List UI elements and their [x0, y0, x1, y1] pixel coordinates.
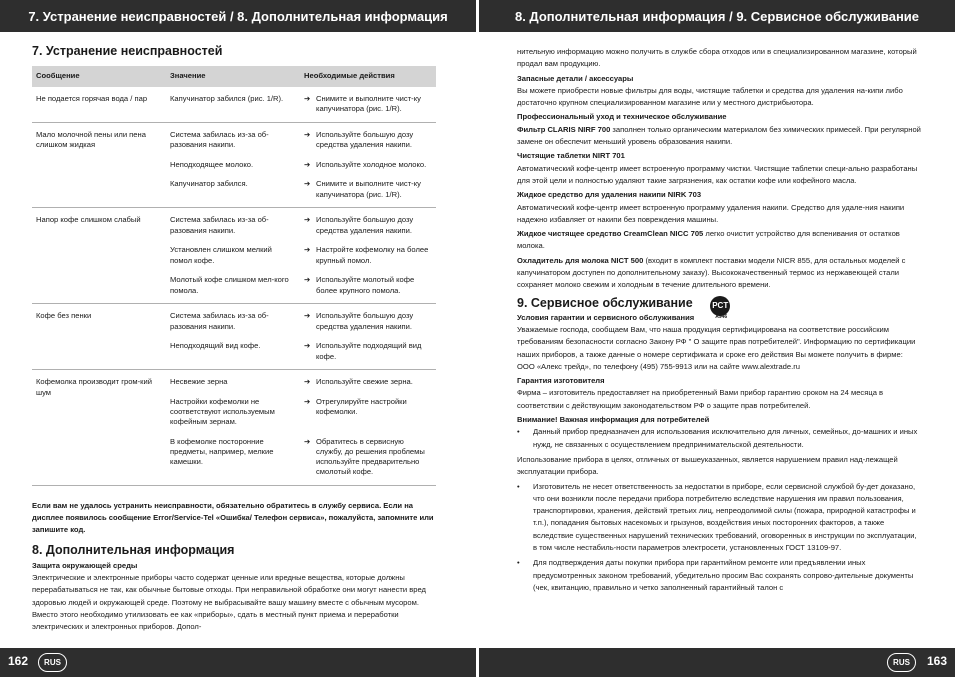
- action-text: Используйте подходящий вид кофе.: [316, 341, 422, 361]
- col-header-meaning: Значение: [166, 66, 300, 87]
- descaler-text: Автоматический кофе-центр имеет встроенную программу удаления накипи. Средство для удале-ния накипи надежно избавляет от накипи без повреждения машины.: [517, 202, 905, 224]
- action-cell: [300, 304, 436, 370]
- pct-mark-icon: PCT: [710, 296, 730, 316]
- action-item: [304, 397, 432, 428]
- certification-logo: [710, 296, 738, 318]
- message-cell: Кофе без пенки: [32, 304, 166, 370]
- cleaning-tablets-text: Автоматический кофе-центр имеет встроенную программу чистки. Чистящие таблетки специ-ально разработаны для этой цели и полностью удаляют такие загрязнения, как остатки кофе или кофейного масла.: [517, 163, 918, 185]
- attention-heading: Внимание! Важная информация для потребителей: [517, 415, 710, 425]
- env-protection-text: Электрические и электронные приборы часто содержат ценные или вредные вещества, которые должны перерабатываться не так, как обычные бытовые отходы. При неправильной обработке они могут нанести вред здоровью людей и окружающей среде. Поэтому не выбрасывайте вашу машину вместе с обычным мусором. Вместо этого необходимо утилизовать ее как «приборы», сдать в местный пункт приема и переработки электрических и электронных приборов. Допол-: [32, 572, 426, 632]
- right-page-footer: [479, 648, 955, 677]
- bullet-icon: •: [517, 427, 520, 437]
- care-heading: Профессиональный уход и техническое обслуживание: [517, 112, 727, 122]
- action-cell: [300, 87, 436, 123]
- creamclean-paragraph: Жидкое чистящее средство CreamClean NICC 705 легко очистит устройство для вспенивания от остатков молока.: [517, 229, 900, 251]
- action-item: [304, 341, 432, 362]
- arrow-right-icon: ➔: [304, 130, 311, 139]
- section-8-title: 8. Дополнительная информация: [32, 542, 235, 557]
- arrow-right-icon: ➔: [304, 179, 311, 189]
- action-text: Снимите и выполните чист-ку капучинатора (рис. 1/R).: [316, 94, 421, 114]
- meaning-text: Настройки кофемолки не соответствуют используемым кофейным зернам.: [170, 396, 275, 427]
- table-row: [32, 87, 436, 123]
- arrow-right-icon: ➔: [304, 341, 311, 351]
- arrow-right-icon: ➔: [304, 245, 311, 255]
- arrow-right-icon: ➔: [304, 94, 311, 103]
- action-item: [304, 94, 432, 115]
- bullet-icon: •: [517, 481, 520, 491]
- page-number-right: 163: [927, 654, 948, 668]
- table-row: [32, 123, 436, 208]
- right-page-header: 8. Дополнительная информация / 9. Сервисное обслуживание: [479, 0, 955, 32]
- message-cell: Напор кофе слишком слабый: [32, 208, 166, 304]
- descaler-heading: Жидкое средство для удаления накипи NIRK 703: [517, 190, 702, 200]
- language-badge-right: RUS: [887, 653, 916, 672]
- left-page: [32, 44, 436, 636]
- troubleshooting-note: Если вам не удалось устранить неисправности, обязательно обратитесь в службу сервиса. Если на дисплее появилось сообщение Error/Service-Tel «Ошибка/ Телефон сервиса», пожалуйста, запомните или запишите код.: [32, 500, 434, 535]
- table-row: [32, 370, 436, 485]
- milk-cooler-name: Охладитель для молока NICT 500: [517, 255, 644, 265]
- meaning-text: Несвежие зерна: [170, 377, 228, 387]
- action-item: [304, 130, 432, 151]
- spare-parts-text: Вы можете приобрести новые фильтры для воды, чистящие таблетки и средства для удаления на-кипи либо достаточно крупном специализированном магазине или у местного дистрибьютора.: [517, 85, 903, 108]
- meaning-text: Капучинатор забился.: [170, 179, 248, 189]
- action-item: [304, 377, 432, 387]
- meaning-text: Система забилась из-за об-разования накипи.: [170, 311, 269, 331]
- list-item: • Данный прибор предназначен для использования исключительно для личных, семейных, до-машних и иных нужд, не связанных с осуществлением предпринимательской деятельности.: [517, 427, 918, 449]
- meaning-text: Неподходящее молоко.: [170, 160, 254, 169]
- env-protection-heading: Защита окружающей среды: [32, 560, 138, 570]
- meaning-text: Молотый кофе слишком мел-кого помола.: [170, 275, 289, 295]
- action-text: Используйте большую дозу средства удаления накипи.: [316, 311, 414, 331]
- action-text: Обратитесь в сервисную службу, до решения проблемы используйте предварительно смолотый кофе.: [316, 436, 425, 477]
- list-item: • Изготовитель не несет ответственность за недостатки в приборе, если сервисной службой бу-дет доказано, что они возникли после передачи прибора потребителю вследствие нарушения им правил пользования, транспортировки, хранения, действий третьих лиц, непреодолимой силы (пожара, природной катастрофы и т.п.), попадания бытовых насекомых и грызунов, воздействия иных посторонних факторов, а также вследствие существенных нарушений технических требований, оговоренных в инструкции по эксплуатации, в том числе нестабиль-ности параметров электросети, установленных ГОСТ 13109-97.: [517, 481, 917, 552]
- action-cell: [300, 370, 436, 485]
- action-item: [304, 160, 432, 170]
- message-cell: Кофемолка производит гром-кий шум: [32, 370, 166, 485]
- meaning-cell: [166, 370, 300, 485]
- creamclean-name: Жидкое чистящее средство CreamClean NICC 705: [517, 229, 704, 239]
- meaning-cell: [166, 208, 300, 304]
- language-badge-left: RUS: [38, 653, 67, 672]
- col-header-action: Необходимые действия: [300, 66, 436, 87]
- meaning-text: Система забилась из-за об-разования накипи.: [170, 215, 269, 235]
- spare-parts-heading: Запасные детали / аксессуары: [517, 73, 634, 83]
- right-page: [517, 46, 921, 597]
- col-header-message: Сообщение: [32, 66, 166, 87]
- action-text: Отрегулируйте настройки кофемолки.: [316, 396, 407, 416]
- meaning-text: Неподходящий вид кофе.: [170, 341, 261, 351]
- left-page-header: 7. Устранение неисправностей / 8. Дополнительная информация: [0, 0, 476, 32]
- troubleshooting-table: [32, 66, 436, 486]
- manufacturer-warranty-text: Фирма – изготовитель предоставляет на приобретенный Вами прибор гарантию сроком на 24 месяца в соответствии с действующим законодательством РФ о защите прав потребителей.: [517, 388, 884, 410]
- section-9-heading-row: [517, 296, 921, 324]
- filter-paragraph: Фильтр CLARIS NIRF 700 заполнен только органическим материалом без химических примесей. При регулярной замене он обеспечит меньший уровень образования накипи.: [517, 124, 921, 147]
- arrow-right-icon: ➔: [304, 275, 311, 285]
- env-protection-continued: нительную информацию можно получить в службе сбора отходов или в специализированном магазине, который продал вам продукцию.: [517, 47, 917, 69]
- attention-list-1: [517, 426, 921, 451]
- arrow-right-icon: ➔: [304, 436, 311, 446]
- arrow-right-icon: ➔: [304, 396, 311, 406]
- manufacturer-warranty-heading: Гарантия изготовителя: [517, 376, 605, 386]
- arrow-right-icon: ➔: [304, 311, 311, 321]
- list-item: • Для подтверждения даты покупки прибора при гарантийном ремонте или предъявлении иных предусмотренных законом требований, убедительно просим Вас сохранять сопрово-дительные документы (чек, квитанцию, правильно и четко заполненный гарантийный талон с: [517, 558, 914, 592]
- filter-name: Фильтр CLARIS NIRF 700: [517, 124, 611, 134]
- arrow-right-icon: ➔: [304, 160, 311, 169]
- attention-list-2: [517, 481, 921, 595]
- action-text: Используйте холодное молоко.: [316, 160, 427, 169]
- page-number-left: 162: [8, 654, 29, 668]
- misuse-text: Использование прибора в целях, отличных от вышеуказанных, является нарушением правил над-лежащей эксплуатации прибора.: [517, 454, 898, 477]
- action-text: Настройте кофемолку на более крупный помол.: [316, 245, 429, 265]
- action-item: [304, 215, 432, 236]
- bullet-icon: •: [517, 558, 520, 568]
- meaning-cell: [166, 123, 300, 208]
- meaning-text: Капучинатор забился (рис. 1/R).: [170, 94, 284, 103]
- action-item: [304, 311, 432, 332]
- arrow-right-icon: ➔: [304, 377, 311, 387]
- table-row: [32, 304, 436, 370]
- message-cell: Не подается горячая вода / пар: [32, 87, 166, 123]
- certification-code: A946: [715, 313, 728, 320]
- section-9-title: 9. Сервисное обслуживание: [517, 295, 693, 310]
- message-cell: Мало молочной пены или пена слишком жидкая: [32, 123, 166, 208]
- action-text: Используйте большую дозу средства удаления накипи.: [316, 130, 414, 150]
- action-item: [304, 275, 432, 296]
- milk-cooler-paragraph: Охладитель для молока NICT 500 (входит в комплект поставки модели NICR 855, для остальных моделей с капучинатором доступен по дополнительному заказу). Высококачественный термос из нержавеющей стали сохраняет молоко свежим и холодным в течение длительного времени.: [517, 255, 906, 290]
- arrow-right-icon: ➔: [304, 215, 311, 225]
- action-text: Используйте большую дозу средства удаления накипи.: [316, 215, 414, 235]
- left-page-footer: [0, 648, 476, 677]
- action-text: Снимите и выполните чист-ку капучинатора (рис. 1/R).: [316, 179, 421, 199]
- warranty-conditions-heading: Условия гарантии и сервисного обслуживания: [517, 312, 695, 322]
- action-text: Используйте молотый кофе более крупного помола.: [316, 275, 415, 295]
- meaning-text: Установлен слишком мелкий помол кофе.: [170, 245, 272, 265]
- action-item: [304, 437, 432, 478]
- action-text: Используйте свежие зерна.: [316, 377, 413, 387]
- action-cell: [300, 123, 436, 208]
- table-row: [32, 208, 436, 304]
- section-7-title: 7. Устранение неисправностей: [32, 44, 223, 58]
- action-cell: [300, 208, 436, 304]
- action-item: [304, 179, 432, 200]
- meaning-text: В кофемолке посторонние предметы, например, мелкие камешки.: [170, 436, 274, 467]
- meaning-cell: [166, 304, 300, 370]
- cleaning-tablets-heading: Чистящие таблетки NIRT 701: [517, 151, 625, 161]
- action-item: [304, 245, 432, 266]
- meaning-text: Система забилась из-за об-разования накипи.: [170, 130, 269, 150]
- warranty-conditions-text: Уважаемые господа, сообщаем Вам, что наша продукция сертифицирована на соответствие российским требованиям безопасности согласно Закону РФ " О защите прав потребителей". Информацию по сертификации наших приборов, а также данные о номере сертификата и сроке его действия Вы можете получить в фирме: ООО «Алекс трейд», по телефону (495) 755-9913 или на сайте www.alextrade.ru: [517, 324, 916, 371]
- meaning-cell: [166, 87, 300, 123]
